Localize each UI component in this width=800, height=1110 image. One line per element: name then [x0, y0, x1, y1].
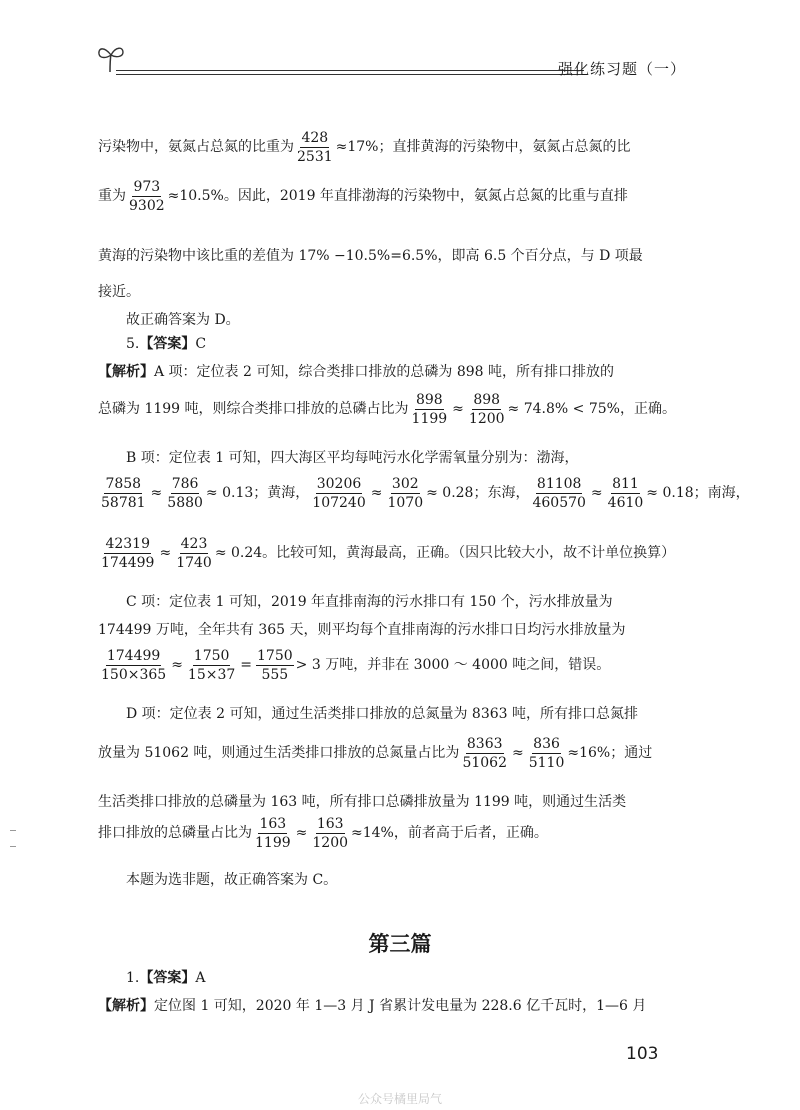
- text-segment: ≈ 74.8% < 75%，正确。: [507, 401, 676, 417]
- text-segment: ≈14%，前者高于后者，正确。: [351, 825, 548, 841]
- text-line: 本题为选非题，故正确答案为 C。: [126, 872, 338, 888]
- denominator: 1199: [411, 411, 448, 427]
- numerator: 973: [133, 179, 161, 195]
- numerator: 836: [533, 736, 560, 752]
- denominator: 9302: [129, 198, 165, 214]
- watermark: 公众号橘里局气: [357, 1092, 442, 1106]
- analysis-line: [98, 996, 646, 1017]
- numerator: 8363: [466, 736, 503, 752]
- fraction: [187, 648, 236, 683]
- denominator: 51062: [462, 755, 507, 771]
- text-line: [98, 476, 750, 511]
- denominator: 4610: [607, 495, 644, 511]
- numerator: 174499: [106, 648, 161, 664]
- text-line: B 项：定位表 1 可知，四大海区平均每吨污水化学需氧量分别为：渤海，: [126, 450, 579, 466]
- fraction: [296, 130, 334, 165]
- answer-label: 【答案】: [139, 336, 196, 352]
- answer-line: [98, 334, 206, 355]
- text-line: [98, 392, 676, 427]
- analysis-label: 【解析】: [98, 364, 154, 380]
- text-line: 接近。: [98, 284, 140, 300]
- answer-label: 【答案】: [139, 970, 196, 986]
- fraction: [100, 648, 167, 683]
- answer-line: [98, 968, 205, 989]
- fraction: [531, 476, 586, 511]
- text-segment: > 3 万吨，并非在 3000 ～ 4000 吨之间，错误。: [295, 657, 611, 673]
- text-line: D 项：定位表 2 可知，通过生活类排口排放的总氮量为 8363 吨，所有排口总氮排: [126, 706, 639, 722]
- fraction: [100, 536, 155, 571]
- fraction: [528, 736, 566, 771]
- numerator: 428: [301, 130, 329, 146]
- fraction: [411, 392, 449, 427]
- operator: ≈: [159, 545, 172, 561]
- fraction: [100, 476, 147, 511]
- numerator: 898: [473, 392, 501, 408]
- fraction: [254, 816, 292, 851]
- denominator: 460570: [532, 495, 586, 511]
- header-rule-thin: [116, 74, 584, 75]
- numerator: 1750: [193, 648, 230, 664]
- text-segment: ≈ 0.28；东海，: [426, 485, 530, 501]
- operator: ≈: [150, 485, 163, 501]
- operator: ≈: [295, 825, 308, 841]
- numerator: 7858: [105, 476, 142, 492]
- numerator: 81108: [536, 476, 582, 492]
- text-segment: 放量为 51062 吨，则通过生活类排口排放的总氮量占比为: [98, 745, 460, 761]
- text-line: 174499 万吨，全年共有 365 天，则平均每个直排南海的污水排口日均污水排放量为: [98, 622, 626, 638]
- fraction: [128, 179, 166, 214]
- text-segment: ≈10.5%。因此，2019 年直排渤海的污染物中，氨氮占总氮的比重与直排: [167, 188, 628, 204]
- scan-mark: [10, 830, 16, 831]
- operator: =: [240, 657, 253, 673]
- denominator: 1070: [387, 495, 424, 511]
- denominator: 1200: [312, 835, 349, 851]
- header-title: 强化练习题（一）: [557, 60, 686, 78]
- operator: ≈: [590, 485, 603, 501]
- text-line: [98, 536, 675, 571]
- numerator: 30206: [316, 476, 362, 492]
- text-segment: ≈ 0.18；南海，: [646, 485, 750, 501]
- denominator: 107240: [312, 495, 366, 511]
- page-header: [96, 42, 686, 82]
- operator: ≈: [370, 485, 383, 501]
- denominator: 1740: [176, 555, 212, 571]
- denominator: 1199: [255, 835, 291, 851]
- answer-value: A: [195, 970, 206, 986]
- numerator: 302: [391, 476, 419, 492]
- text-line: 黄海的污染物中该比重的差值为 17% −10.5%=6.5%，即高 6.5 个百分点，与 D 项最: [98, 248, 643, 264]
- fraction: [468, 392, 506, 427]
- fraction: [256, 648, 294, 683]
- operator: ≈: [171, 657, 183, 673]
- answer-value: C: [195, 336, 207, 352]
- text-line: [98, 130, 631, 165]
- analysis-line: [98, 362, 614, 383]
- analysis-label: 【解析】: [98, 998, 154, 1014]
- text-line: [98, 736, 652, 771]
- numerator: 1750: [257, 648, 293, 664]
- numerator: 423: [180, 536, 208, 552]
- text-segment: ≈ 0.24。比较可知，黄海最高，正确。（因只比较大小，故不计单位换算）: [214, 545, 676, 561]
- denominator: 58781: [101, 495, 146, 511]
- denominator: 5880: [167, 495, 203, 511]
- text-segment: 重为: [98, 188, 126, 204]
- numerator: 163: [259, 816, 287, 832]
- fraction: [386, 476, 424, 511]
- text-line: 生活类排口排放的总磷量为 163 吨，所有排口总磷排放量为 1199 吨，则通过生活类: [98, 794, 627, 810]
- numerator: 163: [316, 816, 344, 832]
- text-segment: ≈17%；直排黄海的污染物中，氨氮占总氮的比: [335, 139, 631, 155]
- operator: ≈: [452, 401, 464, 417]
- page-number: 103: [626, 1044, 659, 1064]
- fraction: [461, 736, 508, 771]
- text-segment: ≈ 0.13；黄海，: [205, 485, 310, 501]
- text-segment: 总磷为 1199 吨，则综合类排口排放的总磷占比为: [98, 401, 409, 417]
- denominator: 174499: [101, 555, 155, 571]
- text-segment: 污染物中，氨氮占总氮的比重为: [98, 139, 294, 155]
- denominator: 555: [261, 667, 289, 683]
- question-number: 1.: [126, 970, 140, 986]
- operator: ≈: [511, 745, 524, 761]
- text-line: [98, 648, 610, 683]
- question-number: 5.: [126, 336, 140, 352]
- fraction: [311, 476, 366, 511]
- denominator: 150×365: [101, 667, 167, 683]
- text-segment: 定位图 1 可知，2020 年 1—3 月 J 省累计发电量为 228.6 亿千瓦时，1—6 月: [154, 998, 647, 1014]
- fraction: [607, 476, 645, 511]
- fraction: [166, 476, 204, 511]
- denominator: 5110: [528, 755, 565, 771]
- text-line: C 项：定位表 1 可知，2019 年直排南海的污水排口有 150 个，污水排放量为: [126, 594, 613, 610]
- scan-mark: [10, 846, 16, 847]
- denominator: 1200: [468, 411, 505, 427]
- numerator: 811: [612, 476, 639, 492]
- header-rule: [116, 70, 584, 71]
- text-line: [98, 816, 548, 851]
- section-heading: 第三篇: [368, 932, 432, 956]
- text-segment: 排口排放的总磷量占比为: [98, 825, 252, 841]
- numerator: 786: [171, 476, 199, 492]
- text-segment: ≈16%；通过: [567, 745, 653, 761]
- numerator: 898: [415, 392, 443, 408]
- numerator: 42319: [105, 536, 150, 552]
- text-line: [98, 179, 628, 214]
- denominator: 2531: [297, 149, 333, 165]
- fraction: [311, 816, 349, 851]
- fraction: [175, 536, 213, 571]
- text-segment: A 项：定位表 2 可知，综合类排口排放的总磷为 898 吨，所有排口排放的: [154, 364, 614, 380]
- denominator: 15×37: [187, 667, 236, 683]
- text-line: 故正确答案为 D。: [126, 312, 240, 328]
